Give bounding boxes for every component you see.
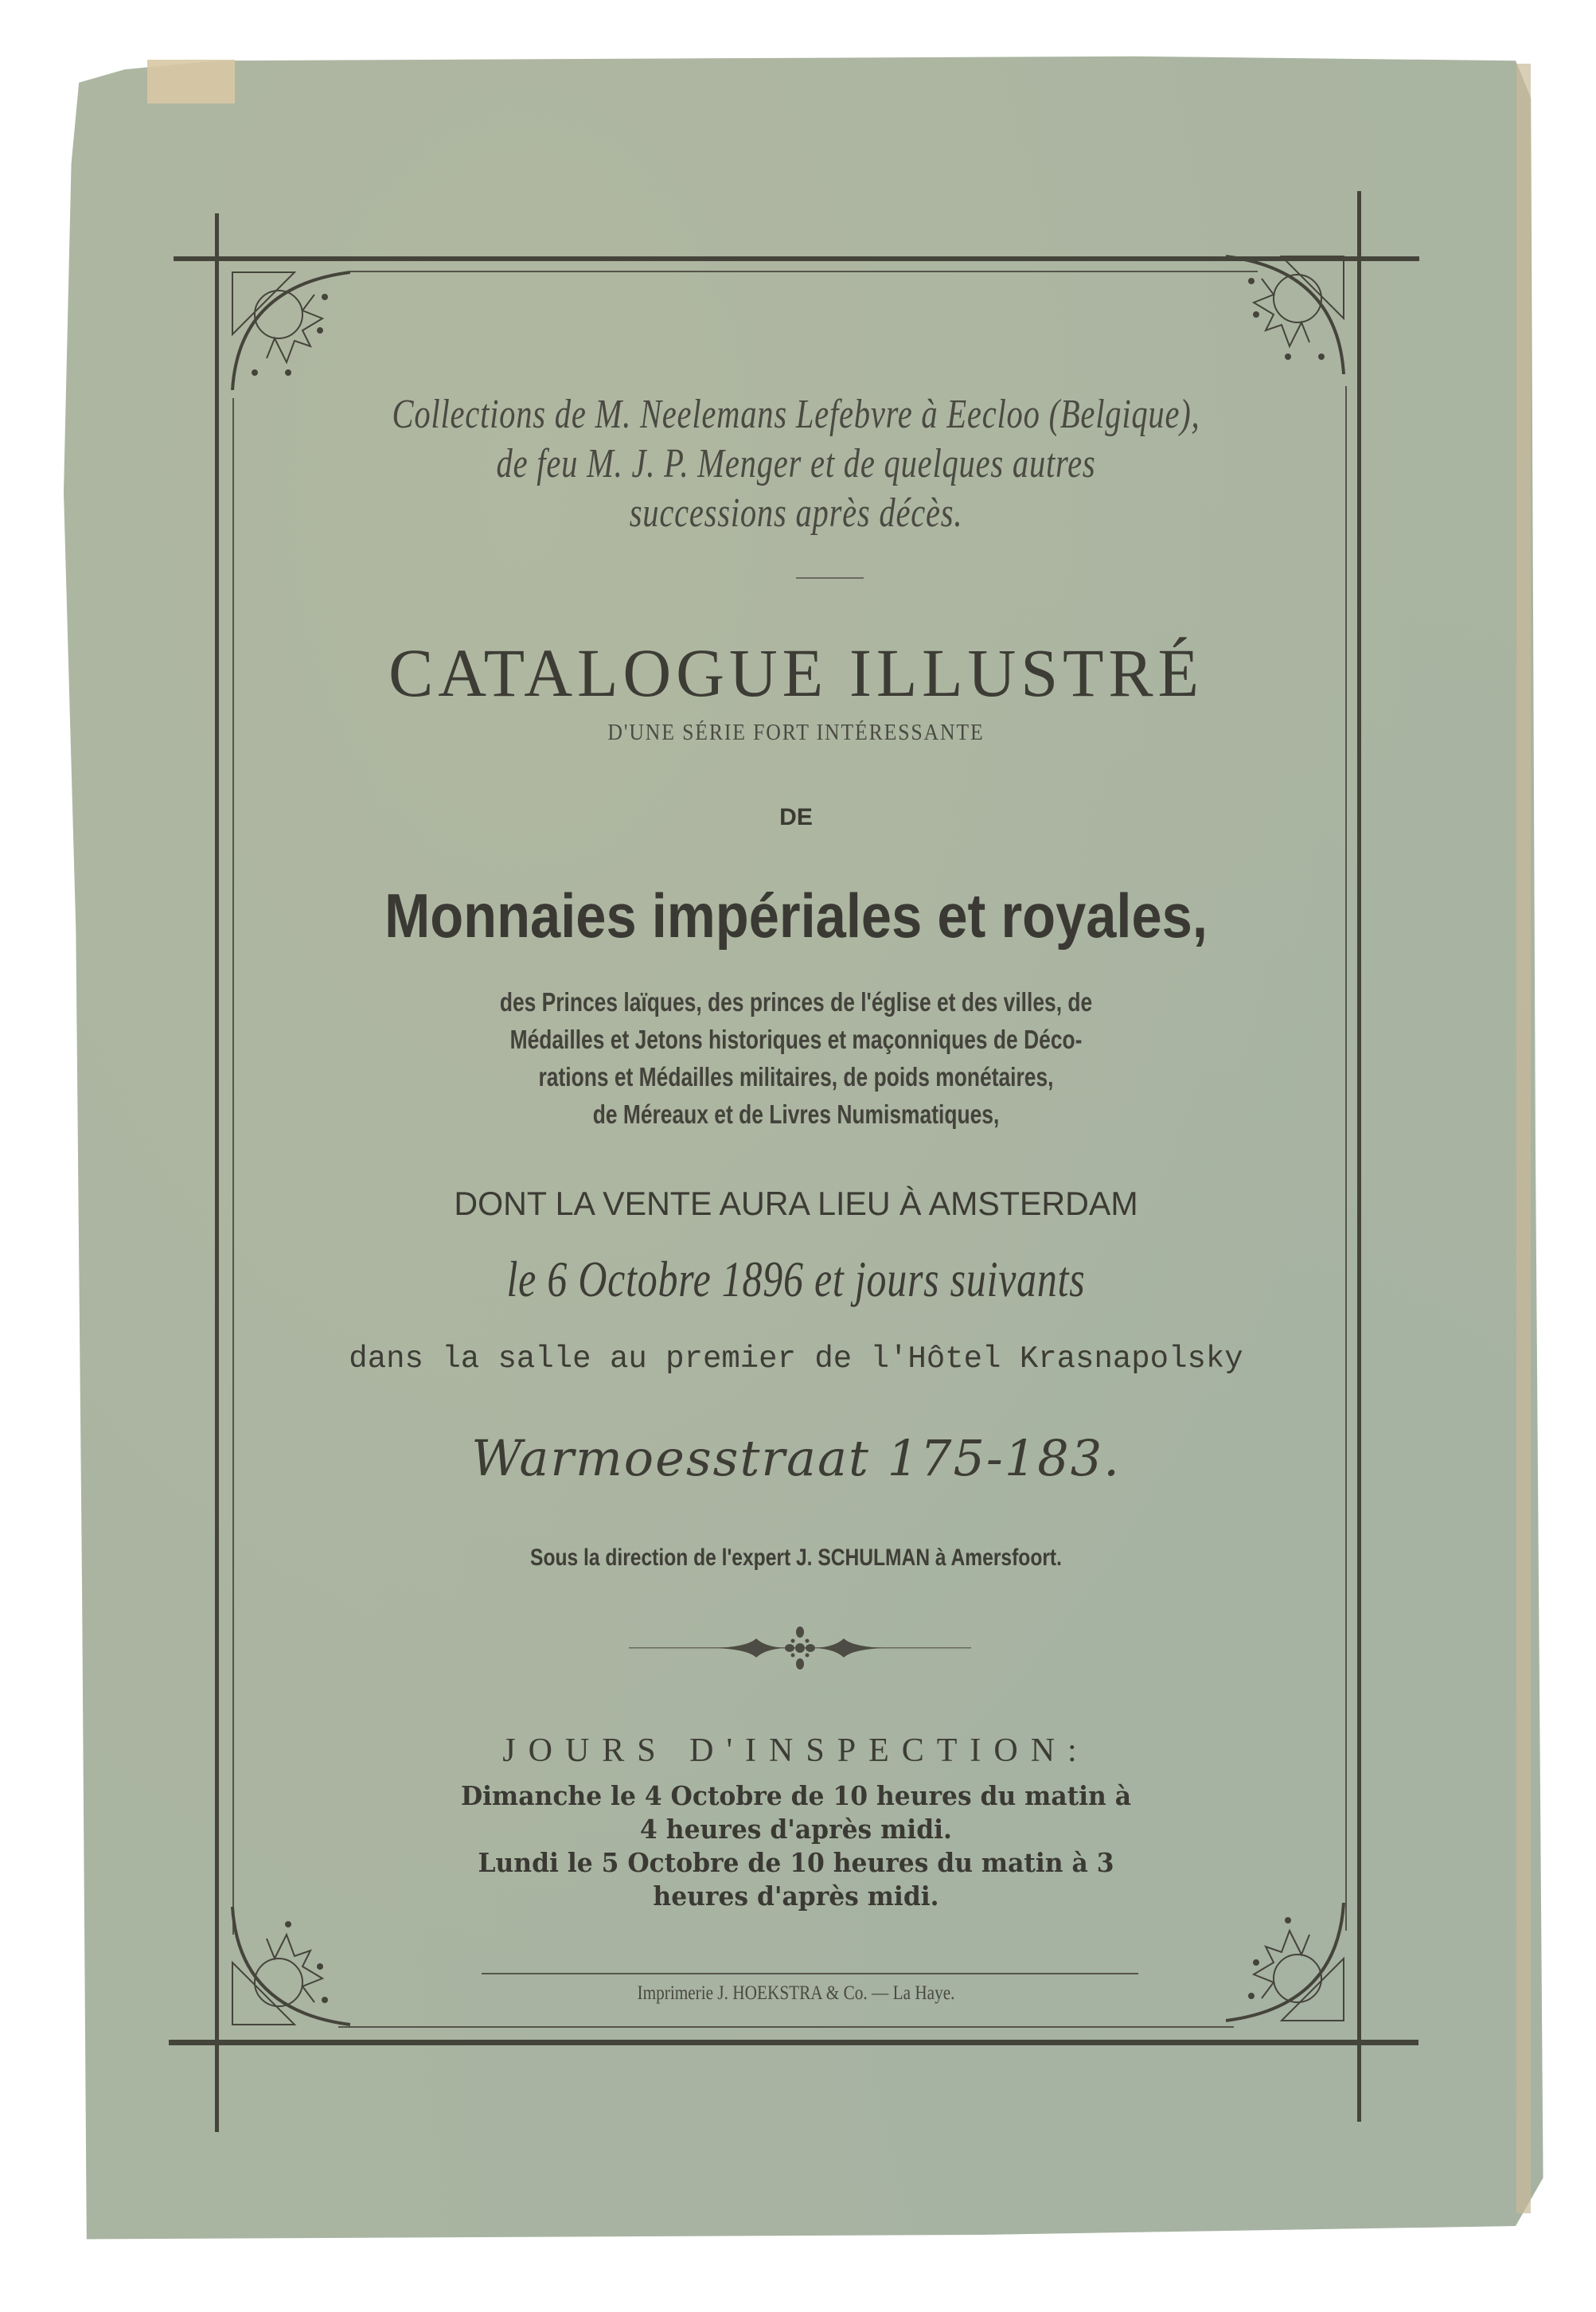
short-divider-rule	[796, 577, 864, 579]
intro-line: Collections de M. Neelemans Lefebvre à Eecloo (Belgique),	[392, 392, 1200, 437]
venue: dans la salle au premier de l'Hôtel Krasnapolsky	[349, 1342, 1243, 1377]
headline: Monnaies impériales et royales,	[384, 881, 1208, 951]
corner-ornament-icon	[1226, 255, 1345, 374]
paper-edge	[1516, 64, 1531, 2213]
inspection-schedule	[252, 1779, 1340, 1913]
inner-frame-right	[1345, 386, 1347, 1931]
inner-frame-left	[232, 398, 234, 1935]
paper-stain	[147, 60, 235, 103]
catalogue-title: CATALOGUE ILLUSTRÉ	[388, 635, 1204, 711]
sale-location: DONT LA VENTE AURA LIEU À AMSTERDAM	[454, 1185, 1138, 1222]
inner-frame-top	[350, 271, 1258, 272]
inspection-title: JOURS D'INSPECTION:	[502, 1732, 1090, 1769]
description-line: des Princes laïques, des princes de l'église et des villes, de	[499, 987, 1093, 1017]
inspection-line: Lundi le 5 Octobre de 10 heures du matin à 3	[478, 1847, 1114, 1878]
corner-ornament-icon	[231, 271, 350, 390]
printer-imprint: Imprimerie J. HOEKSTRA & Co. — La Haye.	[637, 1982, 955, 2004]
street-address: Warmoesstraat 175-183.	[471, 1429, 1121, 1487]
inspection-line: heures d'après midi.	[653, 1880, 939, 1912]
catalogue-subtitle: D'UNE SÉRIE FORT INTÉRESSANTE	[607, 721, 985, 745]
frame-left-rule	[215, 213, 219, 2132]
expert-direction: Sous la direction de l'expert J. SCHULMAN à Amersfoort.	[530, 1545, 1062, 1571]
collections-intro	[223, 390, 1369, 538]
intro-line: successions après décès.	[629, 490, 963, 536]
intro-line: de feu M. J. P. Menger et de quelques autres	[496, 441, 1096, 486]
frame-bottom-rule	[169, 2040, 1418, 2045]
inspection-line: Dimanche le 4 Octobre de 10 heures du matin à	[460, 1780, 1132, 1811]
de-label: DE	[779, 804, 813, 830]
inner-frame-bottom	[338, 2026, 1234, 2028]
inspection-line: 4 heures d'après midi.	[640, 1814, 952, 1845]
description-line: Médailles et Jetons historiques et maçonniques de Déco-	[509, 1025, 1083, 1054]
description-line: rations et Médailles militaires, de poids monétaires,	[538, 1062, 1054, 1092]
description	[338, 983, 1255, 1133]
corner-ornament-icon	[231, 1907, 350, 2026]
fleuron-divider-icon	[629, 1624, 971, 1672]
printer-rule	[482, 1973, 1138, 1974]
sale-date: le 6 Octobre 1896 et jours suivants	[506, 1251, 1086, 1307]
description-line: de Méreaux et de Livres Numismatiques,	[592, 1099, 1000, 1129]
